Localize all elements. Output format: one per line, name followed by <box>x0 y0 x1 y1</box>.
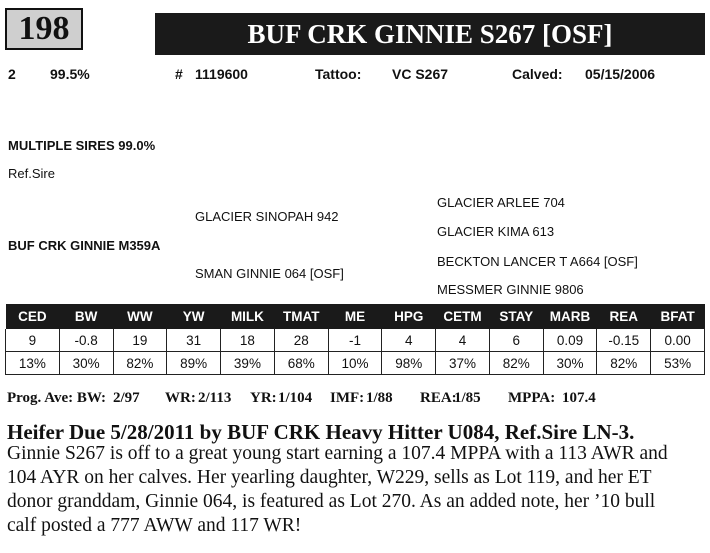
epd-value: -0.8 <box>59 329 113 352</box>
pedigree-dam-dam-dam: MESSMER GINNIE 9806 <box>437 282 584 297</box>
info-count: 2 <box>8 66 16 82</box>
epd-percentile: 82% <box>489 352 543 375</box>
prog-bw-label: Prog. Ave: BW: <box>7 390 107 406</box>
epd-value: 18 <box>221 329 275 352</box>
epd-percentile-row <box>6 352 705 375</box>
epd-percentile: 53% <box>651 352 705 375</box>
epd-header: ME <box>328 304 382 329</box>
epd-percentile: 10% <box>328 352 382 375</box>
prog-rea-label: REA: <box>420 390 457 406</box>
epd-header: YW <box>167 304 221 329</box>
epd-header: BW <box>59 304 113 329</box>
epd-header: MILK <box>221 304 275 329</box>
info-percent: 99.5% <box>50 66 90 82</box>
prog-yr-value: 1/104 <box>278 390 313 406</box>
epd-value: 28 <box>274 329 328 352</box>
epd-percentile: 82% <box>597 352 651 375</box>
epd-value: -1 <box>328 329 382 352</box>
epd-value: 9 <box>6 329 60 352</box>
animal-name-title: BUF CRK GINNIE S267 [OSF] <box>155 13 705 55</box>
epd-header: CETM <box>436 304 490 329</box>
epd-percentile: 68% <box>274 352 328 375</box>
epd-table <box>5 304 705 375</box>
epd-header: TMAT <box>274 304 328 329</box>
epd-value: 19 <box>113 329 167 352</box>
epd-header: HPG <box>382 304 436 329</box>
description-line: donor granddam, Ginnie 064, is featured as Lot 270. As an added note, her ’10 bull <box>7 491 656 512</box>
epd-header: MARB <box>543 304 597 329</box>
epd-percentile: 37% <box>436 352 490 375</box>
reg-number: 1119600 <box>195 66 248 82</box>
prog-yr-label: YR: <box>250 390 277 406</box>
prog-mppa-label: MPPA: <box>508 390 556 406</box>
epd-value: 6 <box>489 329 543 352</box>
description-line: calf posted a 777 AWW and 117 WR! <box>7 515 302 536</box>
epd-value: 4 <box>382 329 436 352</box>
epd-percentile: 89% <box>167 352 221 375</box>
epd-percentile: 39% <box>221 352 275 375</box>
epd-header-row <box>6 304 705 329</box>
epd-percentile: 98% <box>382 352 436 375</box>
lot-number: 198 <box>5 8 83 50</box>
prog-imf-label: IMF: <box>330 390 365 406</box>
description-paragraph <box>7 442 707 538</box>
epd-value: 0.00 <box>651 329 705 352</box>
epd-value: 0.09 <box>543 329 597 352</box>
epd-header: REA <box>597 304 651 329</box>
pedigree-dam-dam-sire: BECKTON LANCER T A664 [OSF] <box>437 254 638 269</box>
prog-mppa-value: 107.4 <box>562 390 596 406</box>
epd-header: BFAT <box>651 304 705 329</box>
prog-imf-value: 1/88 <box>366 390 393 406</box>
epd-percentile: 30% <box>59 352 113 375</box>
breeding-headline: Heifer Due 5/28/2011 by BUF CRK Heavy Hitter U084, Ref.Sire LN-3. <box>7 420 635 444</box>
ref-sire: Ref.Sire <box>8 166 55 181</box>
prog-bw-value: 2/97 <box>113 390 140 406</box>
tattoo-label: Tattoo: <box>315 66 362 82</box>
pedigree-dam-sire-sire: GLACIER ARLEE 704 <box>437 195 565 210</box>
epd-value: 31 <box>167 329 221 352</box>
pedigree-dam-sire: GLACIER SINOPAH 942 <box>195 209 339 224</box>
epd-header: CED <box>6 304 60 329</box>
reg-label: # <box>175 66 183 82</box>
epd-percentile: 30% <box>543 352 597 375</box>
description-line: 104 AYR on her calves. Her yearling daughter, W229, sells as Lot 119, and her ET <box>7 467 652 488</box>
epd-percentile: 13% <box>6 352 60 375</box>
epd-header: WW <box>113 304 167 329</box>
epd-percentile: 82% <box>113 352 167 375</box>
epd-value: -0.15 <box>597 329 651 352</box>
epd-value: 4 <box>436 329 490 352</box>
pedigree-dam-sire-dam: GLACIER KIMA 613 <box>437 224 555 239</box>
pedigree-dam: BUF CRK GINNIE M359A <box>8 238 161 253</box>
multiple-sires: MULTIPLE SIRES 99.0% <box>8 138 156 153</box>
calved-value: 05/15/2006 <box>585 66 656 82</box>
prog-wr-label: WR: <box>165 390 196 406</box>
prog-wr-value: 2/113 <box>198 390 232 406</box>
epd-header: STAY <box>489 304 543 329</box>
pedigree-dam-dam: SMAN GINNIE 064 [OSF] <box>195 266 344 281</box>
description-line: Ginnie S267 is off to a great young start earning a 107.4 MPPA with a 113 AWR and <box>7 443 668 464</box>
prog-rea-value: 1/85 <box>454 390 481 406</box>
epd-values-row <box>6 329 705 352</box>
tattoo-value: VC S267 <box>392 66 449 82</box>
calved-label: Calved: <box>512 66 563 82</box>
